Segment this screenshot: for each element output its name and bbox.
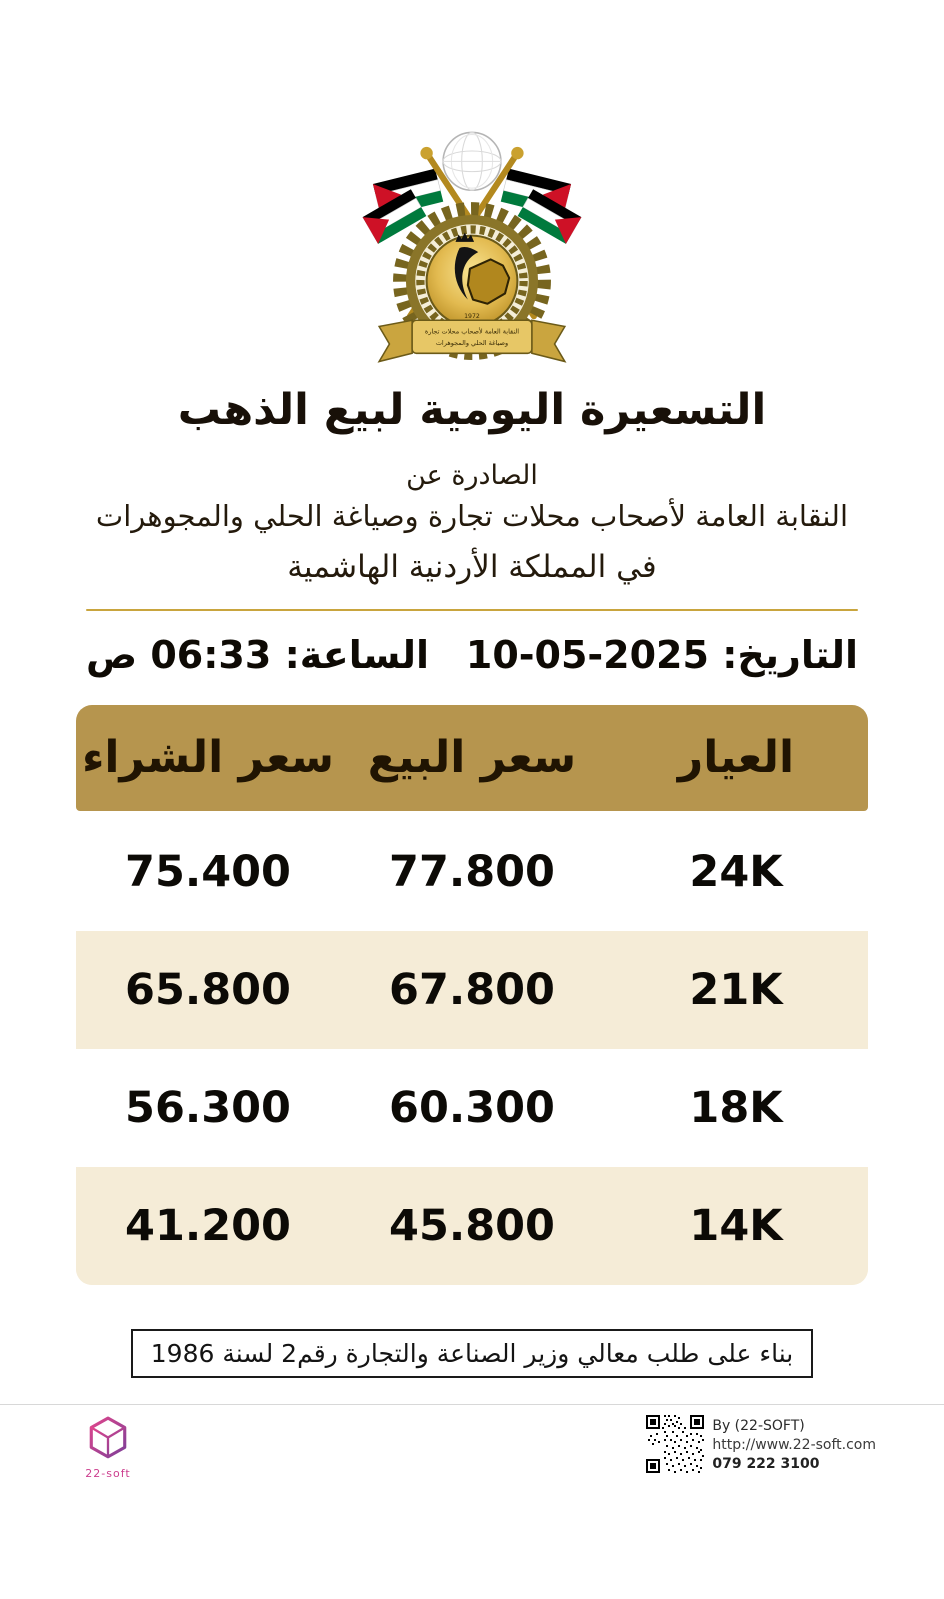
- issued-by-label: الصادرة عن: [406, 459, 538, 491]
- time-label: الساعة:: [284, 632, 429, 677]
- karat-value: 14K: [689, 1200, 783, 1251]
- buy-price-value: 75.400: [125, 846, 291, 897]
- karat-value: 18K: [689, 1082, 783, 1133]
- syndicate-emblem: [348, 118, 596, 376]
- page-title: التسعيرة اليومية لبيع الذهب: [177, 385, 767, 435]
- table-header-row: [76, 705, 868, 811]
- buy-price-value: 41.200: [125, 1200, 291, 1251]
- mace-knob: [511, 147, 523, 159]
- mace-knob: [420, 147, 432, 159]
- sell-price-value: 45.800: [389, 1200, 555, 1251]
- credit-website: http://www.22-soft.com: [712, 1436, 876, 1453]
- time-meridiem: ص: [86, 632, 138, 677]
- header-karat: العيار: [677, 732, 795, 784]
- table-body: [76, 813, 868, 1285]
- table-row-21k: [76, 931, 868, 1049]
- time-value: 06:33: [150, 632, 272, 677]
- date-field: [466, 633, 858, 677]
- table-row-14k: [76, 1167, 868, 1285]
- header-sell-price: سعر البيع: [367, 732, 577, 784]
- date-label: التاريخ:: [722, 632, 858, 677]
- qr-code: [646, 1415, 704, 1473]
- banner-text-line2: وصياغة الحلي والمجوهرات: [435, 339, 509, 348]
- datetime-row: [0, 633, 944, 677]
- karat-value: 21K: [689, 964, 783, 1015]
- kingdom-line: في المملكة الأردنية الهاشمية: [287, 548, 657, 585]
- gold-divider: [86, 609, 858, 611]
- brand-block: [68, 1415, 148, 1480]
- table-row-24k: [76, 813, 868, 931]
- buy-price-value: 56.300: [125, 1082, 291, 1133]
- ministerial-footnote: بناء على طلب معالي وزير الصناعة والتجارة رقم2 لسنة 1986: [131, 1329, 813, 1378]
- emblem-year: 1972: [464, 313, 480, 321]
- 22soft-cube-icon: [87, 1415, 129, 1461]
- sell-price-value: 67.800: [389, 964, 555, 1015]
- organization-name: النقابة العامة لأصحاب محلات تجارة وصياغة الحلي والمجوهرات: [95, 498, 849, 533]
- gold-price-table: [76, 705, 868, 1285]
- banner-text-line1: النقابة العامة لأصحاب محلات تجارة: [424, 327, 520, 336]
- sell-price-value: 60.300: [389, 1082, 555, 1133]
- buy-price-value: 65.800: [125, 964, 291, 1015]
- header-buy-price: سعر الشراء: [81, 732, 335, 784]
- credit-block: [646, 1415, 876, 1474]
- brand-label: 22-soft: [85, 1466, 131, 1480]
- credit-text: [712, 1415, 876, 1474]
- footer-bar: [0, 1405, 944, 1480]
- ornament-sphere-icon: [443, 132, 501, 190]
- date-value: 10-05-2025: [465, 632, 709, 677]
- sell-price-value: 77.800: [389, 846, 555, 897]
- karat-value: 24K: [689, 846, 783, 897]
- credit-phone: 079 222 3100: [712, 1455, 820, 1472]
- table-row-18k: [76, 1049, 868, 1167]
- credit-byline: By (22-SOFT): [712, 1417, 805, 1434]
- time-field: [86, 633, 429, 677]
